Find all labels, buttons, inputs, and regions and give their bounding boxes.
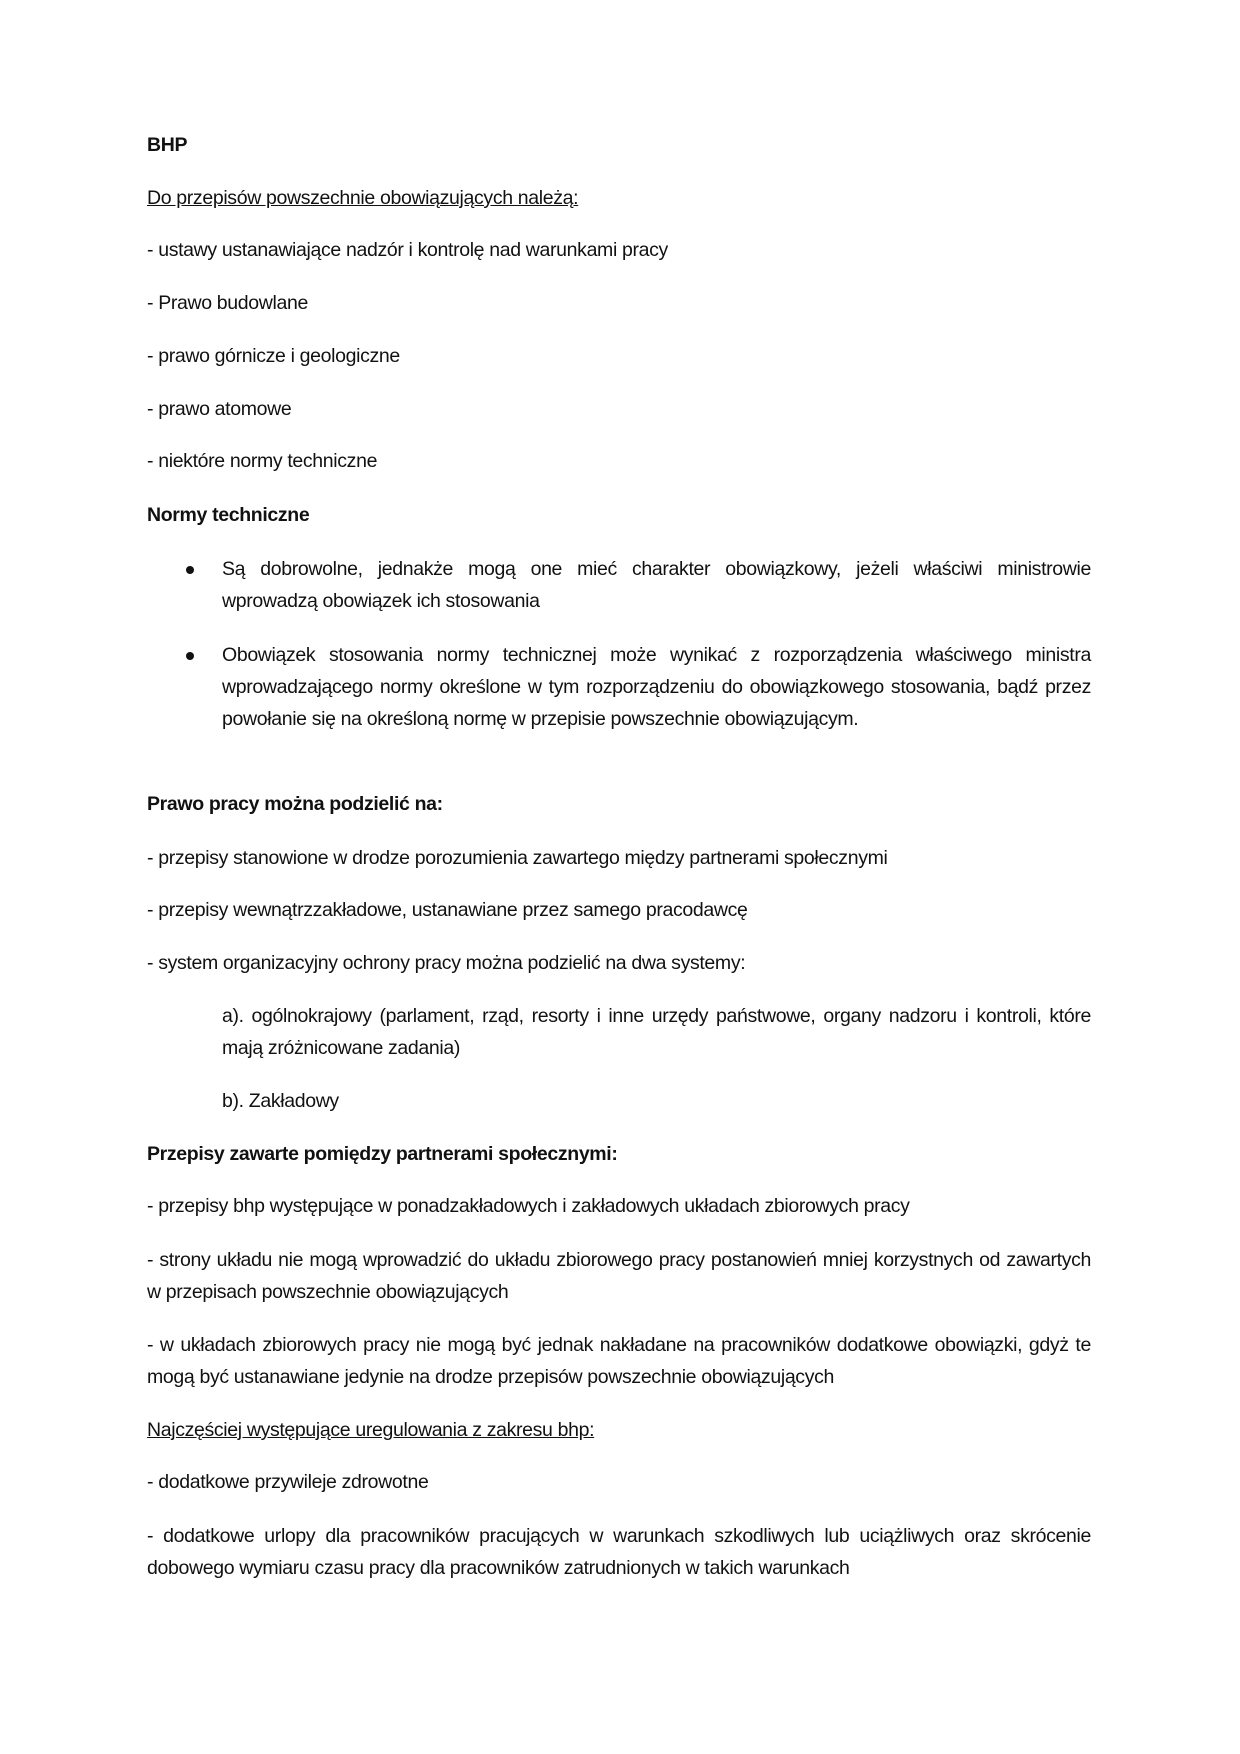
bullet-icon bbox=[186, 652, 194, 660]
list-item: - w układach zbiorowych pracy nie mogą być jednak nakładane na pracowników dodatkowe obowiązki, gdyż te mogą być ustanawiane jedynie na drodze przepisów powszechnie obowiązujących bbox=[147, 1334, 1091, 1388]
list-item: - prawo atomowe bbox=[147, 398, 292, 420]
list-item: - dodatkowe urlopy dla pracowników pracujących w warunkach szkodliwych lub uciążliwych oraz skrócenie dobowego wymiaru czasu pracy dla pracowników zatrudnionych w takich warunkach bbox=[147, 1525, 1091, 1579]
section-heading: Normy techniczne bbox=[147, 504, 310, 526]
section-heading: Do przepisów powszechnie obowiązujących należą: bbox=[147, 187, 579, 209]
list-item: - przepisy stanowione w drodze porozumienia zawartego między partnerami społecznymi bbox=[147, 847, 888, 869]
bullet-item: Obowiązek stosowania normy technicznej może wynikać z rozporządzenia właściwego ministra wprowadzającego normy określone w tym rozporządzeniu do obowiązkowego stosowania, bądź przez powołanie się na określoną normę w przepisie powszechnie obowiązującym. bbox=[222, 644, 1091, 730]
section-heading: Przepisy zawarte pomiędzy partnerami społecznymi: bbox=[147, 1143, 618, 1165]
list-item: - system organizacyjny ochrony pracy można podzielić na dwa systemy: bbox=[147, 952, 746, 974]
bullet-item: Są dobrowolne, jednakże mogą one mieć charakter obowiązkowy, jeżeli właściwi ministrowie wprowadzą obowiązek ich stosowania bbox=[222, 558, 1091, 612]
section-heading: Prawo pracy można podzielić na: bbox=[147, 793, 443, 815]
document-title: BHP bbox=[147, 134, 188, 156]
bullet-icon bbox=[186, 566, 194, 574]
sub-item: b). Zakładowy bbox=[222, 1090, 339, 1112]
sub-item: a). ogólnokrajowy (parlament, rząd, resorty i inne urzędy państwowe, organy nadzoru i kontroli, które mają zróżnicowane zadania) bbox=[222, 1005, 1091, 1059]
list-item: - ustawy ustanawiające nadzór i kontrolę nad warunkami pracy bbox=[147, 239, 668, 261]
list-item: - przepisy bhp występujące w ponadzakładowych i zakładowych układach zbiorowych pracy bbox=[147, 1195, 910, 1217]
list-item: - prawo górnicze i geologiczne bbox=[147, 345, 400, 367]
list-item: - dodatkowe przywileje zdrowotne bbox=[147, 1471, 429, 1493]
section-heading: Najczęściej występujące uregulowania z zakresu bhp: bbox=[147, 1419, 595, 1441]
list-item: - strony układu nie mogą wprowadzić do układu zbiorowego pracy postanowień mniej korzystnych od zawartych w przepisach powszechnie obowiązujących bbox=[147, 1249, 1091, 1303]
list-item: - niektóre normy techniczne bbox=[147, 450, 378, 472]
list-item: - przepisy wewnątrzzakładowe, ustanawiane przez samego pracodawcę bbox=[147, 899, 748, 921]
list-item: - Prawo budowlane bbox=[147, 292, 308, 314]
